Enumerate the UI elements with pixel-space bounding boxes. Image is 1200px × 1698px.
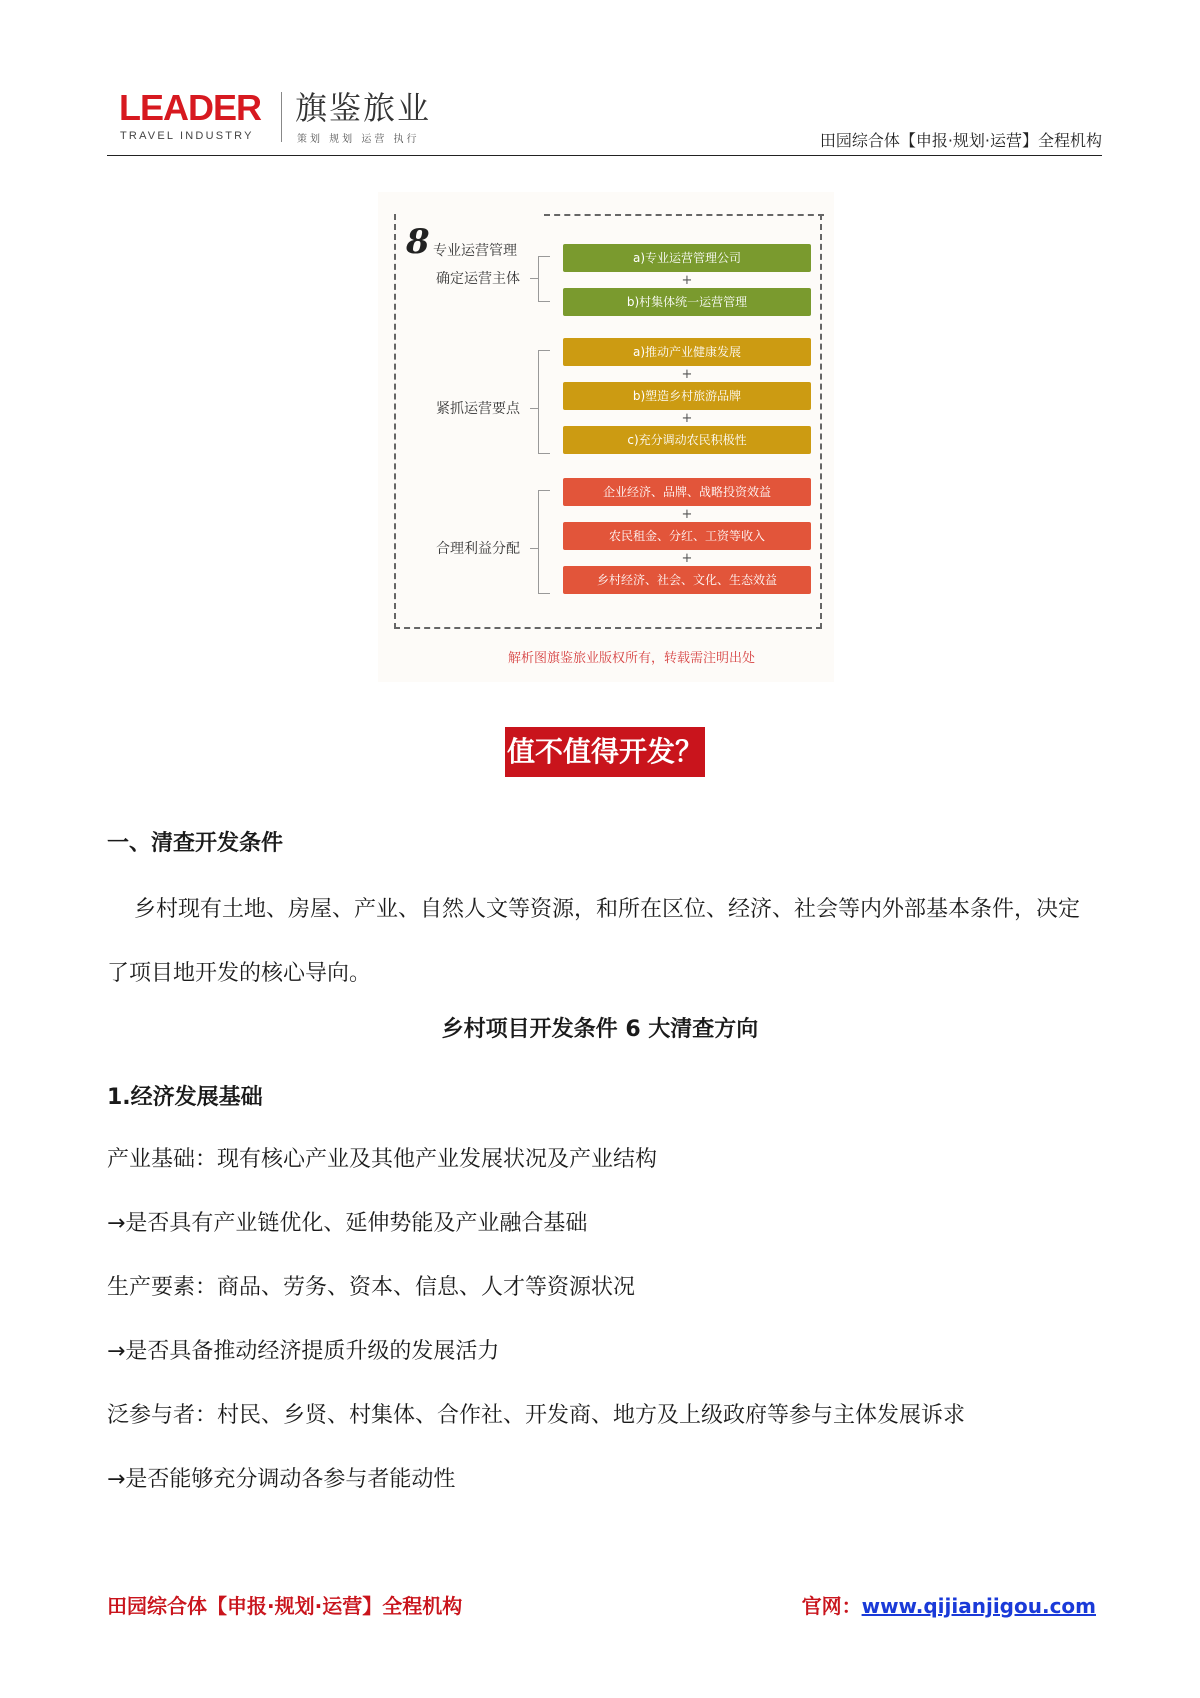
diagram-box: b)塑造乡村旅游品牌 <box>563 382 811 410</box>
body-line: →是否具有产业链优化、延伸势能及产业融合基础 <box>107 1211 588 1236</box>
group-label: 紧抓运营要点 <box>436 401 520 417</box>
plus-sign: + <box>681 273 693 288</box>
group-bracket <box>538 350 550 454</box>
diagram-box: a)推动产业健康发展 <box>563 338 811 366</box>
logo-divider <box>281 92 282 142</box>
logo-leader: LEADER <box>119 87 262 128</box>
operation-diagram <box>378 192 834 682</box>
group-label: 确定运营主体 <box>436 271 520 287</box>
diagram-box: c)充分调动农民积极性 <box>563 426 811 454</box>
plus-sign: + <box>681 551 693 566</box>
footer-site <box>802 1590 1096 1619</box>
body-line: 生产要素：商品、劳务、资本、信息、人才等资源状况 <box>107 1275 636 1300</box>
diagram-box: b)村集体统一运营管理 <box>563 288 811 316</box>
logo-sub: TRAVEL INDUSTRY <box>120 130 254 142</box>
diagram-box: 乡村经济、社会、文化、生态效益 <box>563 566 811 594</box>
diagram-box: 企业经济、品牌、战略投资效益 <box>563 478 811 506</box>
body-line: →是否具备推动经济提质升级的发展活力 <box>107 1339 500 1364</box>
body-line: →是否能够充分调动各参与者能动性 <box>107 1467 456 1492</box>
group-bracket <box>538 490 550 594</box>
plus-sign: + <box>681 411 693 426</box>
logo-cn-sub: 策划 规划 运营 执行 <box>297 134 420 145</box>
body-line: 泛参与者：村民、乡贤、村集体、合作社、开发商、地方及上级政府等参与主体发展诉求 <box>107 1403 966 1428</box>
section-paragraph: 乡村现有土地、房屋、产业、自然人文等资源，和所在区位、经济、社会等内外部基本条件，决定了项目地开发的核心导向。 <box>107 897 1081 986</box>
plus-sign: + <box>681 367 693 382</box>
group-bracket-tick <box>530 548 538 549</box>
question-banner: 值不值得开发？ <box>505 727 705 777</box>
diagram-number: 8 <box>406 222 430 262</box>
footer-site-label: 官网： <box>801 1594 862 1618</box>
plus-sign: + <box>681 507 693 522</box>
diagram-title: 专业运营管理 <box>433 243 517 259</box>
footer-tagline: 田园综合体【申报·规划·运营】全程机构 <box>107 1594 463 1618</box>
diagram-box: a)专业运营管理公司 <box>563 244 811 272</box>
group-bracket <box>538 256 550 302</box>
section-heading: 一、清查开发条件 <box>107 831 284 856</box>
logo-cn: 旗鉴旅业 <box>295 89 432 127</box>
diagram-box: 农民租金、分红、工资等收入 <box>563 522 811 550</box>
group-label: 合理利益分配 <box>436 541 520 557</box>
body-line: 产业基础：现有核心产业及其他产业发展状况及产业结构 <box>107 1147 658 1172</box>
center-title: 乡村项目开发条件 6 大清查方向 <box>441 1017 759 1042</box>
subheading: 1.经济发展基础 <box>107 1085 263 1110</box>
footer-site-link[interactable]: www.qijianjigou.com <box>861 1594 1096 1618</box>
header-tagline: 田园综合体【申报·规划·运营】全程机构 <box>819 131 1102 150</box>
page-header <box>107 86 1102 156</box>
diagram-copyright: 解析图旗鉴旅业版权所有，转载需注明出处 <box>508 651 756 666</box>
group-bracket-tick <box>530 408 538 409</box>
group-bracket-tick <box>530 278 538 279</box>
